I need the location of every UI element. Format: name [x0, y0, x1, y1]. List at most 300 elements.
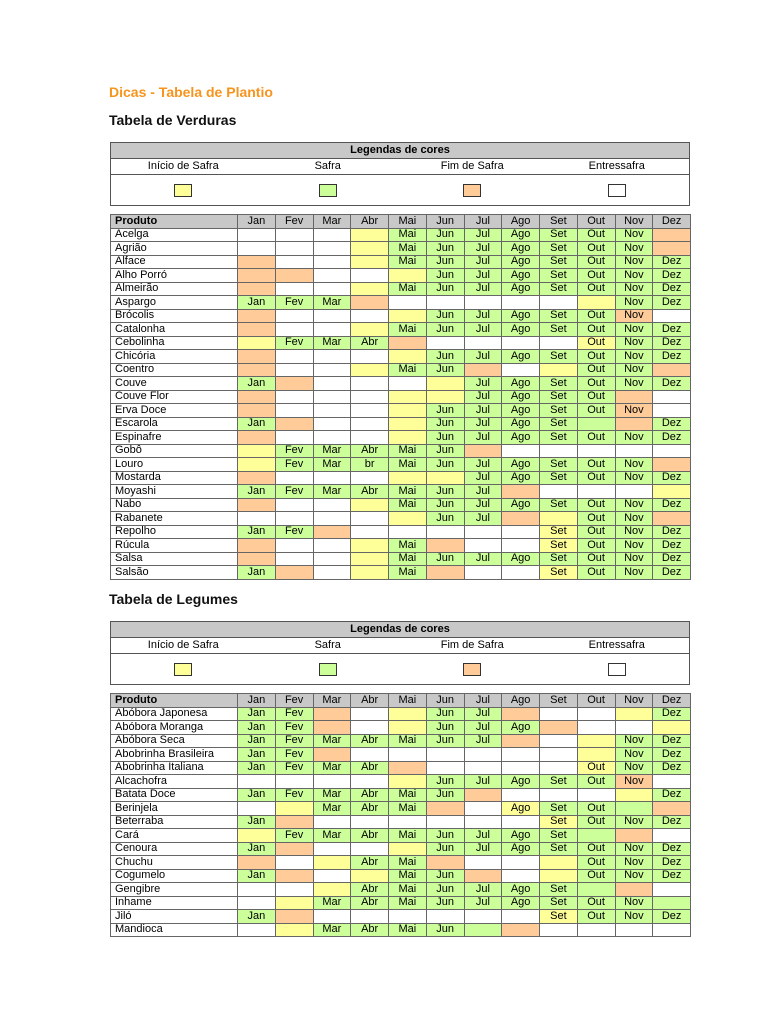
month-cell: Jun [426, 417, 464, 431]
header-produto: Produto [111, 215, 238, 229]
month-cell: Nov [615, 566, 653, 580]
month-cell: Jul [464, 417, 502, 431]
month-cell [275, 431, 313, 445]
month-cell [238, 458, 276, 472]
month-cell [351, 498, 389, 512]
month-cell: Dez [653, 707, 691, 721]
month-cell: Jul [464, 228, 502, 242]
product-name: Nabo [111, 498, 238, 512]
month-cell [313, 869, 351, 883]
month-cell: Jan [238, 910, 276, 924]
month-cell: Jul [464, 323, 502, 337]
month-cell [502, 734, 540, 748]
month-cell [313, 242, 351, 256]
month-cell: Jul [464, 377, 502, 391]
legend-label-safra: Safra [314, 639, 341, 651]
month-cell [615, 788, 653, 802]
month-cell: Fev [275, 707, 313, 721]
month-cell: Mai [389, 788, 427, 802]
month-cell [275, 923, 313, 937]
month-cell [351, 228, 389, 242]
month-cell: Ago [502, 498, 540, 512]
month-cell: Mai [389, 363, 427, 377]
month-cell [615, 707, 653, 721]
month-cell [389, 431, 427, 445]
month-cell: Jun [426, 404, 464, 418]
header-month: Abr [351, 694, 389, 708]
table-row [111, 552, 691, 566]
month-cell: Ago [502, 228, 540, 242]
month-cell: Out [577, 566, 615, 580]
product-name: Alcachofra [111, 775, 238, 789]
month-cell [540, 748, 578, 762]
product-name: Beterraba [111, 815, 238, 829]
month-cell: Mar [313, 336, 351, 350]
month-cell [577, 788, 615, 802]
month-cell: Mai [389, 552, 427, 566]
month-cell [502, 539, 540, 553]
legend-swatch-cell [111, 184, 256, 197]
month-cell: Dez [653, 323, 691, 337]
month-cell: Out [577, 390, 615, 404]
month-cell [351, 707, 389, 721]
month-cell [313, 883, 351, 897]
table-row [111, 485, 691, 499]
swatch-fim [463, 184, 481, 197]
month-cell [313, 512, 351, 526]
month-cell: Jun [426, 842, 464, 856]
month-cell: Ago [502, 458, 540, 472]
month-cell [653, 444, 691, 458]
month-cell [238, 471, 276, 485]
month-cell [313, 363, 351, 377]
month-cell: Jan [238, 721, 276, 735]
month-cell: Ago [502, 323, 540, 337]
header-month: Nov [615, 215, 653, 229]
month-cell: Fev [275, 788, 313, 802]
table-row [111, 363, 691, 377]
product-name: Repolho [111, 525, 238, 539]
month-cell: Nov [615, 458, 653, 472]
month-cell [502, 869, 540, 883]
month-cell [389, 748, 427, 762]
month-cell: Nov [615, 431, 653, 445]
table-row [111, 323, 691, 337]
month-cell [464, 363, 502, 377]
month-cell [389, 350, 427, 364]
month-cell [275, 350, 313, 364]
month-cell: Jul [464, 255, 502, 269]
month-cell [653, 512, 691, 526]
month-cell: Ago [502, 802, 540, 816]
month-cell: Jul [464, 485, 502, 499]
month-cell [238, 228, 276, 242]
product-name: Acelga [111, 228, 238, 242]
month-cell: Nov [615, 856, 653, 870]
header-month: Nov [615, 694, 653, 708]
month-cell: Out [577, 525, 615, 539]
month-cell: Out [577, 363, 615, 377]
month-cell: Ago [502, 269, 540, 283]
month-cell: Dez [653, 761, 691, 775]
month-cell: Jul [464, 390, 502, 404]
month-cell [238, 802, 276, 816]
month-cell: Ago [502, 350, 540, 364]
month-cell: Out [577, 761, 615, 775]
month-cell [313, 552, 351, 566]
month-cell: Mai [389, 734, 427, 748]
month-cell [426, 802, 464, 816]
month-cell: Mai [389, 923, 427, 937]
month-cell: Abr [351, 802, 389, 816]
month-cell: Jun [426, 829, 464, 843]
month-cell: Jul [464, 734, 502, 748]
table-row [111, 377, 691, 391]
month-cell: Set [540, 775, 578, 789]
month-cell: Nov [615, 228, 653, 242]
month-cell [577, 734, 615, 748]
month-cell [389, 815, 427, 829]
month-cell [540, 444, 578, 458]
month-cell [540, 721, 578, 735]
month-cell [653, 363, 691, 377]
month-cell: Out [577, 309, 615, 323]
table-row [111, 525, 691, 539]
month-cell [238, 282, 276, 296]
month-cell: Set [540, 282, 578, 296]
month-cell [653, 829, 691, 843]
month-cell: Fev [275, 829, 313, 843]
month-cell: Fev [275, 485, 313, 499]
month-cell: Jun [426, 721, 464, 735]
month-cell [275, 512, 313, 526]
month-cell: Nov [615, 498, 653, 512]
month-cell: Ago [502, 309, 540, 323]
month-cell: Jun [426, 498, 464, 512]
month-cell: Mar [313, 458, 351, 472]
month-cell [502, 788, 540, 802]
month-cell [464, 815, 502, 829]
month-cell [464, 748, 502, 762]
month-cell: Set [540, 431, 578, 445]
month-cell: Ago [502, 552, 540, 566]
table-row [111, 282, 691, 296]
swatch-inicio [174, 663, 192, 676]
month-cell: Set [540, 417, 578, 431]
month-cell: Jul [464, 896, 502, 910]
month-cell: Jul [464, 404, 502, 418]
month-cell: Ago [502, 721, 540, 735]
product-name: Jiló [111, 910, 238, 924]
product-name: Abóbora Seca [111, 734, 238, 748]
month-cell: Out [577, 802, 615, 816]
month-cell: Out [577, 539, 615, 553]
legend-swatches [111, 175, 689, 205]
month-cell [653, 404, 691, 418]
month-cell [653, 883, 691, 897]
month-cell [615, 390, 653, 404]
product-name: Gobô [111, 444, 238, 458]
month-cell: Out [577, 404, 615, 418]
month-cell: Mar [313, 788, 351, 802]
month-cell [275, 842, 313, 856]
month-cell: Abr [351, 896, 389, 910]
month-cell: Set [540, 242, 578, 256]
month-cell [502, 923, 540, 937]
month-cell [502, 707, 540, 721]
month-cell: Nov [615, 242, 653, 256]
month-cell [313, 282, 351, 296]
month-cell: Jan [238, 788, 276, 802]
month-cell: Out [577, 498, 615, 512]
product-name: Cebolinha [111, 336, 238, 350]
product-name: Salsa [111, 552, 238, 566]
month-cell: Nov [615, 896, 653, 910]
month-cell [502, 815, 540, 829]
month-cell [464, 539, 502, 553]
month-cell [577, 417, 615, 431]
table-row [111, 255, 691, 269]
month-cell [577, 296, 615, 310]
month-cell: Mar [313, 829, 351, 843]
month-cell: Abr [351, 336, 389, 350]
header-month: Mar [313, 215, 351, 229]
table-row [111, 404, 691, 418]
table-row [111, 350, 691, 364]
month-cell [275, 883, 313, 897]
month-cell: Nov [615, 910, 653, 924]
month-cell: Nov [615, 350, 653, 364]
table-row [111, 761, 691, 775]
month-cell [351, 525, 389, 539]
month-cell: Jul [464, 842, 502, 856]
month-cell: Dez [653, 566, 691, 580]
month-cell [464, 802, 502, 816]
month-cell: Set [540, 539, 578, 553]
table-row [111, 417, 691, 431]
month-cell [615, 721, 653, 735]
month-cell: Set [540, 829, 578, 843]
month-cell [238, 404, 276, 418]
month-cell [464, 566, 502, 580]
month-cell: Mar [313, 761, 351, 775]
table-row [111, 707, 691, 721]
month-cell [313, 707, 351, 721]
month-cell: Fev [275, 296, 313, 310]
swatch-inicio [174, 184, 192, 197]
legend-label-entressafra: Entressafra [588, 639, 645, 651]
swatch-safra [319, 184, 337, 197]
month-cell [653, 485, 691, 499]
product-name: Moyashi [111, 485, 238, 499]
product-name: Abóbora Japonesa [111, 707, 238, 721]
month-cell: Dez [653, 525, 691, 539]
month-cell [275, 869, 313, 883]
month-cell: Jun [426, 363, 464, 377]
month-cell: Ago [502, 417, 540, 431]
month-cell: Nov [615, 869, 653, 883]
section-title-verduras: Tabela de Verduras [109, 112, 237, 128]
legend-title: Legendas de cores [111, 622, 689, 638]
swatch-fim [463, 663, 481, 676]
product-name: Louro [111, 458, 238, 472]
product-name: Catalonha [111, 323, 238, 337]
month-cell [275, 856, 313, 870]
header-month: Out [577, 215, 615, 229]
month-cell [540, 734, 578, 748]
month-cell [426, 539, 464, 553]
month-cell: Set [540, 883, 578, 897]
month-cell: Nov [615, 734, 653, 748]
month-cell: Mai [389, 444, 427, 458]
header-month: Set [540, 215, 578, 229]
month-cell [313, 748, 351, 762]
month-cell [502, 444, 540, 458]
month-cell [653, 242, 691, 256]
month-cell: Out [577, 282, 615, 296]
product-name: Alface [111, 255, 238, 269]
month-cell [540, 869, 578, 883]
month-cell: Jun [426, 788, 464, 802]
month-cell: Mai [389, 458, 427, 472]
month-cell: Nov [615, 404, 653, 418]
header-month: Jul [464, 215, 502, 229]
month-cell [351, 255, 389, 269]
month-cell [351, 377, 389, 391]
month-cell: Jun [426, 552, 464, 566]
month-cell [540, 363, 578, 377]
month-cell: Jul [464, 552, 502, 566]
month-cell [615, 923, 653, 937]
month-cell: Abr [351, 788, 389, 802]
month-cell [275, 815, 313, 829]
month-cell: Jun [426, 923, 464, 937]
month-cell [313, 856, 351, 870]
month-cell [389, 775, 427, 789]
table-row [111, 721, 691, 735]
month-cell: Jun [426, 869, 464, 883]
month-cell [615, 802, 653, 816]
product-name: Almeirão [111, 282, 238, 296]
month-cell: Fev [275, 458, 313, 472]
legend-swatch-cell [256, 184, 401, 197]
month-cell: Out [577, 323, 615, 337]
month-cell [540, 485, 578, 499]
month-cell: Mai [389, 485, 427, 499]
product-name: Agrião [111, 242, 238, 256]
month-cell: Set [540, 269, 578, 283]
month-cell [653, 775, 691, 789]
month-cell: Set [540, 802, 578, 816]
month-cell [615, 485, 653, 499]
product-name: Aspargo [111, 296, 238, 310]
month-cell: Fev [275, 748, 313, 762]
month-cell: Out [577, 255, 615, 269]
month-cell: Fev [275, 721, 313, 735]
product-name: Rabanete [111, 512, 238, 526]
month-cell [313, 255, 351, 269]
table-verduras [110, 214, 691, 580]
month-cell: Jan [238, 761, 276, 775]
month-cell: Nov [615, 761, 653, 775]
month-cell [351, 748, 389, 762]
month-cell: Jun [426, 707, 464, 721]
month-cell: Nov [615, 842, 653, 856]
month-cell [238, 539, 276, 553]
month-cell [426, 815, 464, 829]
month-cell [502, 910, 540, 924]
month-cell: Jan [238, 566, 276, 580]
month-cell: Abr [351, 829, 389, 843]
month-cell [238, 552, 276, 566]
month-cell [540, 512, 578, 526]
month-cell: Nov [615, 815, 653, 829]
header-month: Jan [238, 694, 276, 708]
legend-label-fim: Fim de Safra [440, 639, 504, 651]
month-cell [351, 390, 389, 404]
month-cell [238, 363, 276, 377]
month-cell [351, 417, 389, 431]
month-cell: Out [577, 815, 615, 829]
month-cell [275, 323, 313, 337]
month-cell [313, 775, 351, 789]
product-name: Couve Flor [111, 390, 238, 404]
month-cell: Dez [653, 788, 691, 802]
legend-verduras [110, 142, 690, 206]
month-cell: Dez [653, 296, 691, 310]
month-cell [275, 471, 313, 485]
month-cell [577, 444, 615, 458]
month-cell: Jul [464, 458, 502, 472]
month-cell [238, 512, 276, 526]
month-cell [653, 923, 691, 937]
table-row [111, 444, 691, 458]
month-cell [351, 269, 389, 283]
month-cell: Mai [389, 323, 427, 337]
header-month: Set [540, 694, 578, 708]
header-month: Dez [653, 215, 691, 229]
month-cell: Nov [615, 363, 653, 377]
month-cell: Dez [653, 910, 691, 924]
month-cell: Ago [502, 896, 540, 910]
month-cell [426, 856, 464, 870]
month-cell [275, 228, 313, 242]
table-header-row [111, 215, 691, 229]
month-cell [389, 404, 427, 418]
table-row [111, 269, 691, 283]
month-cell [275, 255, 313, 269]
month-cell [275, 282, 313, 296]
month-cell [238, 829, 276, 843]
month-cell: Mai [389, 255, 427, 269]
month-cell [313, 269, 351, 283]
month-cell: Jan [238, 734, 276, 748]
month-cell [577, 748, 615, 762]
month-cell [464, 761, 502, 775]
product-name: Rúcula [111, 539, 238, 553]
month-cell: Ago [502, 390, 540, 404]
month-cell: Out [577, 856, 615, 870]
month-cell: Jul [464, 309, 502, 323]
month-cell: Set [540, 404, 578, 418]
month-cell [426, 761, 464, 775]
month-cell: Abr [351, 923, 389, 937]
month-cell [426, 748, 464, 762]
month-cell: Mar [313, 444, 351, 458]
month-cell [351, 471, 389, 485]
month-cell [275, 896, 313, 910]
month-cell: Set [540, 498, 578, 512]
